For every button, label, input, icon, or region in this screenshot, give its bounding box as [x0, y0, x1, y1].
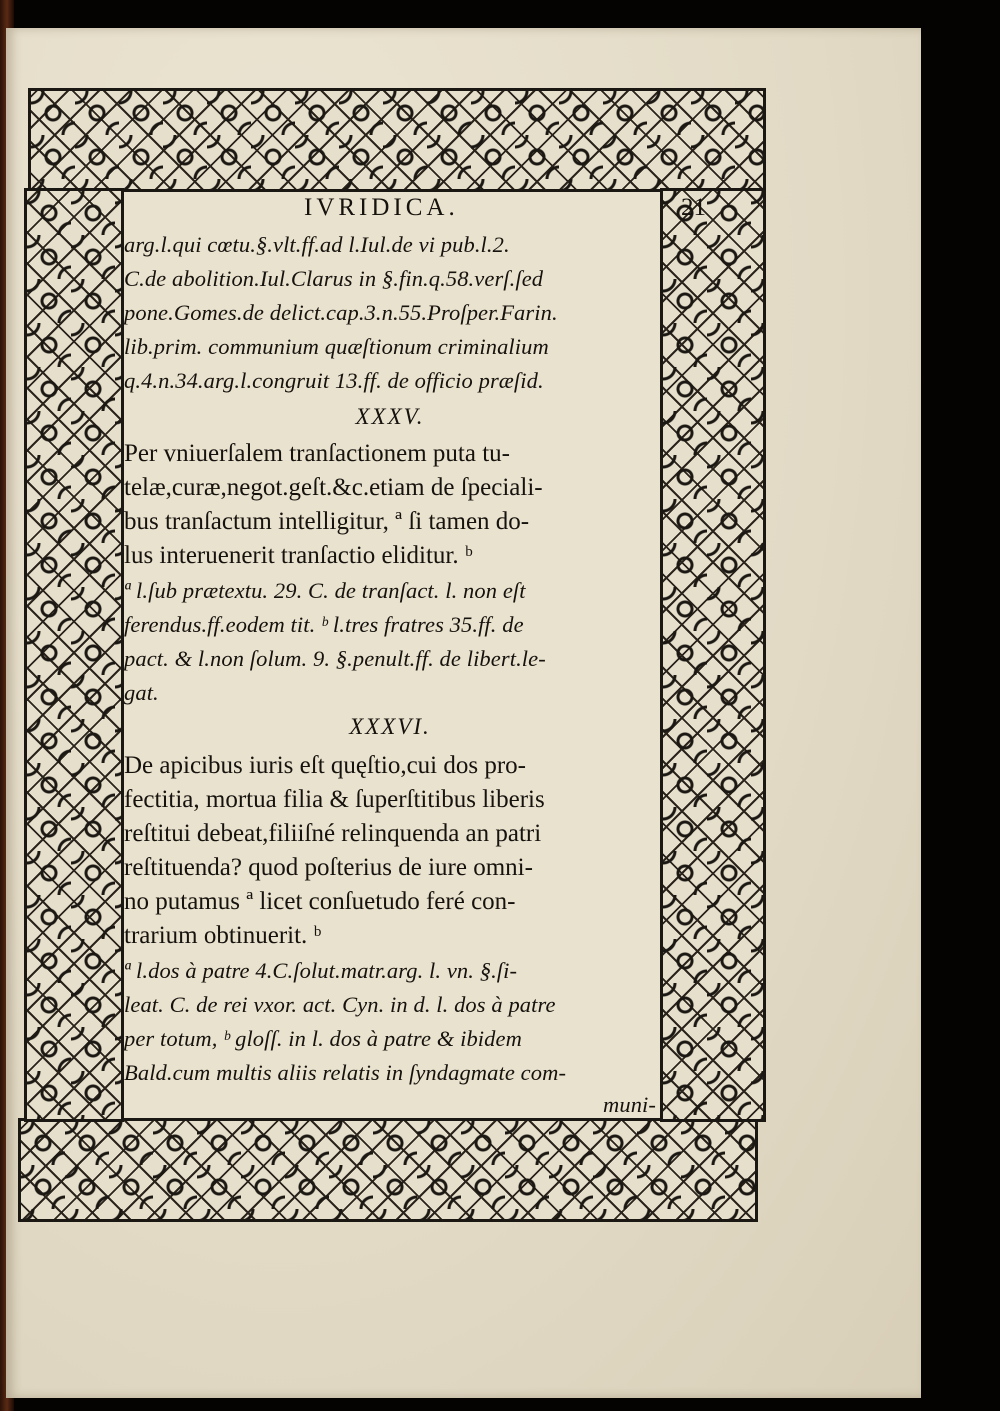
- citation-line: arg.l.qui cœtu.§.vlt.ff.ad l.Iul.de vi pub.l.2.: [124, 232, 510, 257]
- citation-line: leat. C. de rei vxor. act. Cyn. in d. l. dos à patre: [124, 992, 556, 1017]
- page-number: 21: [681, 194, 706, 221]
- section-heading: XXXVI.: [349, 714, 431, 739]
- body-line: Per vniuerſalem tranſactionem puta tu-: [124, 440, 510, 467]
- citation-line: q.4.n.34.arg.l.congruit 13.ff. de officio præſid.: [124, 368, 544, 393]
- citation-line: lib.prim. communium quæſtionum criminalium: [124, 334, 549, 359]
- body-line: reſtitui debeat,filiiſné relinquenda an patri: [124, 820, 542, 847]
- citation-line: ª l.dos à patre 4.C.ſolut.matr.arg. l. vn. §.ſi-: [124, 958, 518, 983]
- body-line: telæ,curæ,negot.geſt.&c.etiam de ſpeciali-: [124, 474, 543, 501]
- body-line: De apicibus iuris eſt quęſtio,cui dos pro-: [124, 752, 527, 779]
- citation-line: C.de abolition.Iul.Clarus in §.fin.q.58.verſ.ſed: [124, 266, 544, 291]
- body-line: reſtituenda? quod poſterius de iure omni-: [124, 854, 533, 881]
- catchword: muni-: [603, 1092, 656, 1117]
- ornamental-border-top: [28, 88, 766, 192]
- citation-line: pact. & l.non ſolum. 9. §.penult.ff. de libert.le-: [124, 646, 546, 671]
- body-line: no putamus ª licet conſuetudo feré con-: [124, 888, 516, 915]
- ornamental-border-bottom: [18, 1118, 758, 1222]
- ornamental-border-right: [660, 188, 766, 1122]
- citation-line: per totum, ᵇ gloſſ. in l. dos à patre & ibidem: [124, 1026, 522, 1051]
- citation-line: ferendus.ff.eodem tit. ᵇ l.tres fratres 35.ff. de: [124, 612, 524, 637]
- body-line: lus interuenerit tranſactio eliditur. ᵇ: [124, 542, 473, 569]
- ornamental-border-left: [24, 188, 124, 1122]
- body-line: trarium obtinuerit. ᵇ: [124, 922, 322, 949]
- citation-line: Bald.cum multis aliis relatis in ſyndagmate com-: [124, 1060, 567, 1085]
- text-block: [124, 192, 706, 1118]
- citation-line: pone.Gomes.de delict.cap.3.n.55.Proſper.Farin.: [124, 300, 558, 325]
- citation-line: gat.: [124, 680, 159, 705]
- section-heading: XXXV.: [355, 404, 425, 429]
- running-title: IVRIDICA.: [304, 194, 459, 221]
- body-line: bus tranſactum intelligitur, ª ſi tamen do-: [124, 508, 530, 535]
- citation-line: ª l.ſub prætextu. 29. C. de tranſact. l. non eſt: [124, 578, 526, 603]
- body-line: fectitia, mortua filia & ſuperſtitibus liberis: [124, 786, 545, 813]
